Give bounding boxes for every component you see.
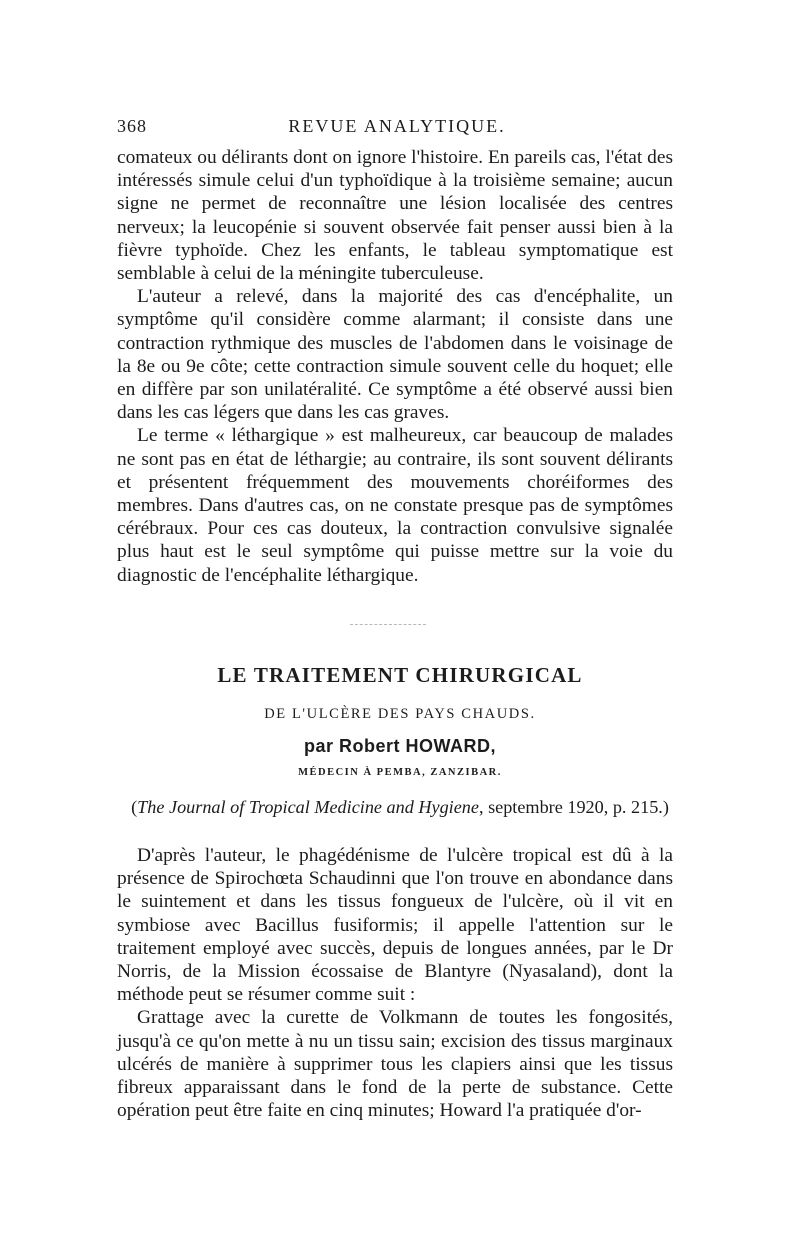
paragraph: Grattage avec la curette de Volkmann de toutes les fongosités, jusqu'à ce qu'on mette à nu un tissu sain; excision des tissus marginaux ulcérés de manière à supprimer tous les clapiers ainsi que les tissus fibreux apparaissant dans le fond de la perte de substance. Cette opération peut être faite en cinq minutes; Howard l'a pratiquée d'or- — [117, 1007, 673, 1122]
paragraph: D'après l'auteur, le phagédénisme de l'ulcère tropical est dû à la présence de Spirochœta Schaudinni que l'on trouve en abondance dans le suintement et dans les tissus fongueux de l'ulcère, où il vit en symbiose avec Bacillus fusiformis; il appelle l'attention sur le traitement employé avec succès, depuis de longues années, par le Dr Norris, de la Mission écossaise de Blantyre (Nyasaland), dont la méthode peut se résumer comme suit : — [117, 845, 673, 1006]
page-header — [117, 116, 677, 142]
author-affiliation: MÉDECIN À PEMBA, ZANZIBAR. — [298, 767, 502, 778]
running-title: REVUE ANALYTIQUE. — [288, 116, 506, 136]
section-separator — [350, 624, 426, 625]
page-number: 368 — [117, 116, 147, 136]
article-title: LE TRAITEMENT CHIRURGICAL — [217, 663, 583, 687]
paragraph: Le terme « léthargique » est malheureux, car beaucoup de malades ne sont pas en état de léthargie; au contraire, ils sont souvent délirants et présentent fréquemment des mouvements choréiformes des membres. Dans d'autres cas, on ne constate presque pas de symptômes cérébraux. Pour ces cas douteux, la contraction convulsive signalée plus haut est le seul symptôme qui puisse mettre sur la voie du diagnostic de l'encéphalite léthargique. — [117, 425, 673, 586]
continued-text — [117, 146, 673, 587]
paragraph: L'auteur a relevé, dans la majorité des cas d'encéphalite, un symptôme qu'il considère comme alarmant; il consiste dans une contraction rythmique des muscles de l'abdomen dans le voisinage de la 8e ou 9e côte; cette contraction simule souvent celle du hoquet; elle en diffère par son unilatéralité. Ce symptôme a été observé aussi bien dans les cas légers que dans les cas graves. — [117, 286, 673, 424]
article-body — [117, 844, 673, 1122]
article-subtitle: DE L'ULCÈRE DES PAYS CHAUDS. — [264, 706, 536, 722]
article-citation: (The Journal of Tropical Medicine and Hygiene, septembre 1920, p. 215.) — [131, 797, 669, 817]
journal-name: The Journal of Tropical Medicine and Hygiene — [137, 797, 479, 817]
article-author: par Robert HOWARD, — [303, 736, 496, 756]
paragraph: comateux ou délirants dont on ignore l'histoire. En pareils cas, l'état des intéressés simule celui d'un typhoïdique à la troisième semaine; aucun signe ne permet de reconnaître une lésion localisée des centres nerveux; la leucopénie si souvent observée fait penser aussi bien à la fièvre typhoïde. Chez les enfants, le tableau symptomatique est semblable à celui de la méningite tuberculeuse. — [117, 147, 673, 285]
